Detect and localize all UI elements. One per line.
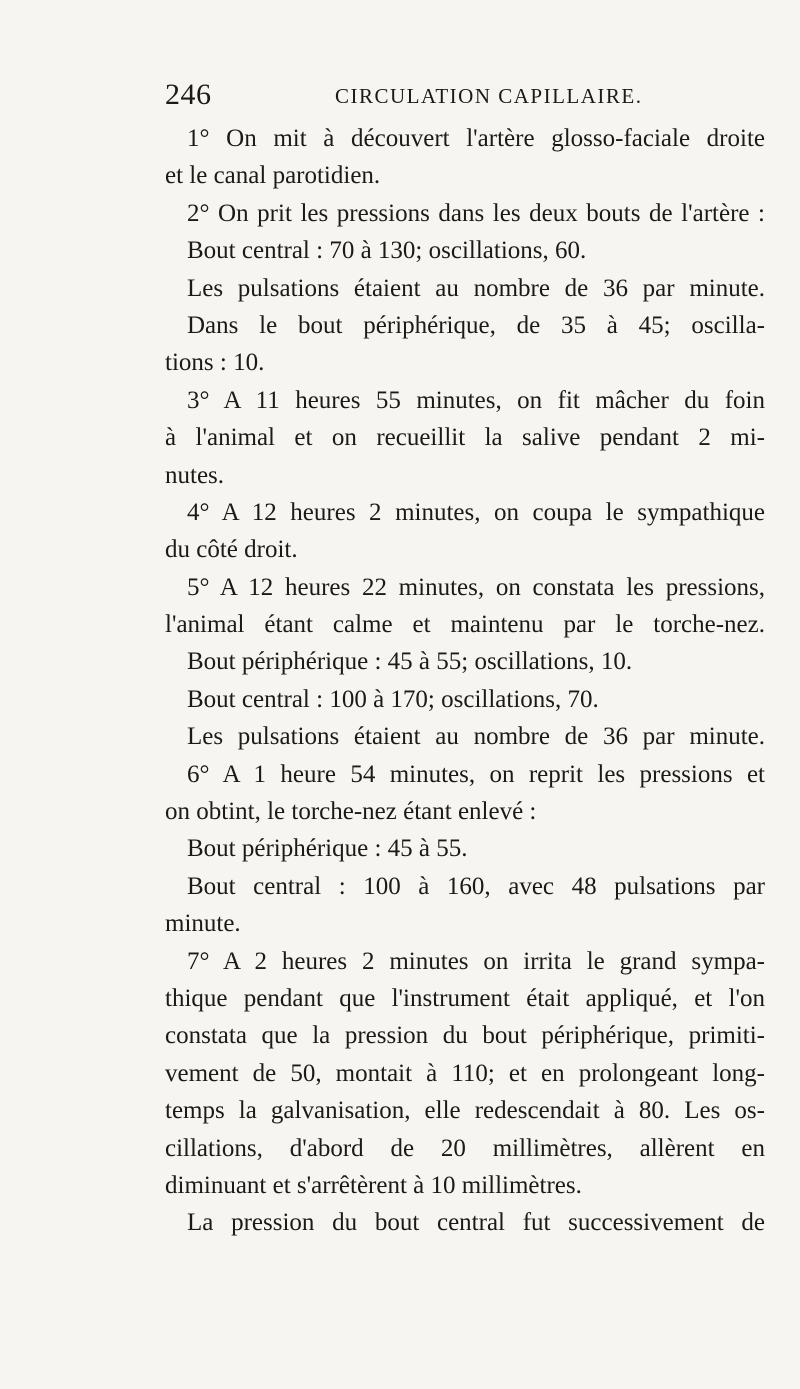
running-title: CIRCULATION CAPILLAIRE. — [335, 84, 643, 108]
text-line: et le canal parotidien. — [165, 162, 381, 190]
body-text — [165, 120, 765, 1242]
text-line: 6° A 1 heure 54 minutes, on reprit les pressions et — [187, 760, 765, 788]
running-head — [165, 78, 765, 118]
text-line: Bout central : 100 à 170; oscillations, 70. — [187, 685, 599, 713]
text-line: 1° On mit à découvert l'artère glosso-faciale droite — [187, 125, 765, 152]
text-line: minute. — [165, 910, 241, 938]
text-line: on obtint, le torche-nez étant enlevé : — [165, 798, 537, 826]
text-line: tions : 10. — [165, 349, 265, 377]
text-line: vement de 50, montait à 110; et en prolongeant long- — [165, 1059, 765, 1087]
text-line: l'animal étant calme et maintenu par le torche-nez. — [165, 611, 765, 639]
text-line: Dans le bout périphérique, de 35 à 45; oscilla- — [187, 311, 765, 339]
text-line: thique pendant que l'instrument était appliqué, et l'on — [165, 984, 765, 1012]
text-line: du côté droit. — [165, 536, 298, 564]
text-line: Bout central : 70 à 130; oscillations, 60. — [187, 237, 587, 265]
text-line: constata que la pression du bout périphérique, primiti- — [165, 1022, 765, 1050]
text-line: à l'animal et on recueillit la salive pendant 2 mi- — [165, 424, 765, 452]
text-line: 5° A 12 heures 22 minutes, on constata les pressions, — [187, 573, 765, 601]
text-line: cillations, d'abord de 20 millimètres, allèrent en — [165, 1134, 765, 1162]
text-line: 2° On prit les pressions dans les deux bouts de l'artère : — [187, 199, 765, 227]
text-line: La pression du bout central fut successivement de — [187, 1209, 765, 1237]
text-line: Les pulsations étaient au nombre de 36 par minute. — [187, 274, 765, 302]
text-line: 7° A 2 heures 2 minutes on irrita le grand sympa- — [187, 947, 765, 975]
text-line: Bout périphérique : 45 à 55; oscillations, 10. — [187, 648, 633, 676]
page-number: 246 — [165, 78, 212, 111]
text-line: temps la galvanisation, elle redescendait à 80. Les os- — [165, 1097, 765, 1125]
text-line: Bout central : 100 à 160, avec 48 pulsations par — [187, 872, 765, 900]
text-line: Bout périphérique : 45 à 55. — [187, 835, 468, 863]
text-line: Les pulsations étaient au nombre de 36 par minute. — [187, 723, 765, 751]
text-line: 3° A 11 heures 55 minutes, on fit mâcher du foin — [187, 386, 765, 414]
text-line: diminuant et s'arrêtèrent à 10 millimètres. — [165, 1171, 582, 1199]
text-line: nutes. — [165, 461, 225, 489]
text-line: 4° A 12 heures 2 minutes, on coupa le sympathique — [187, 498, 765, 526]
